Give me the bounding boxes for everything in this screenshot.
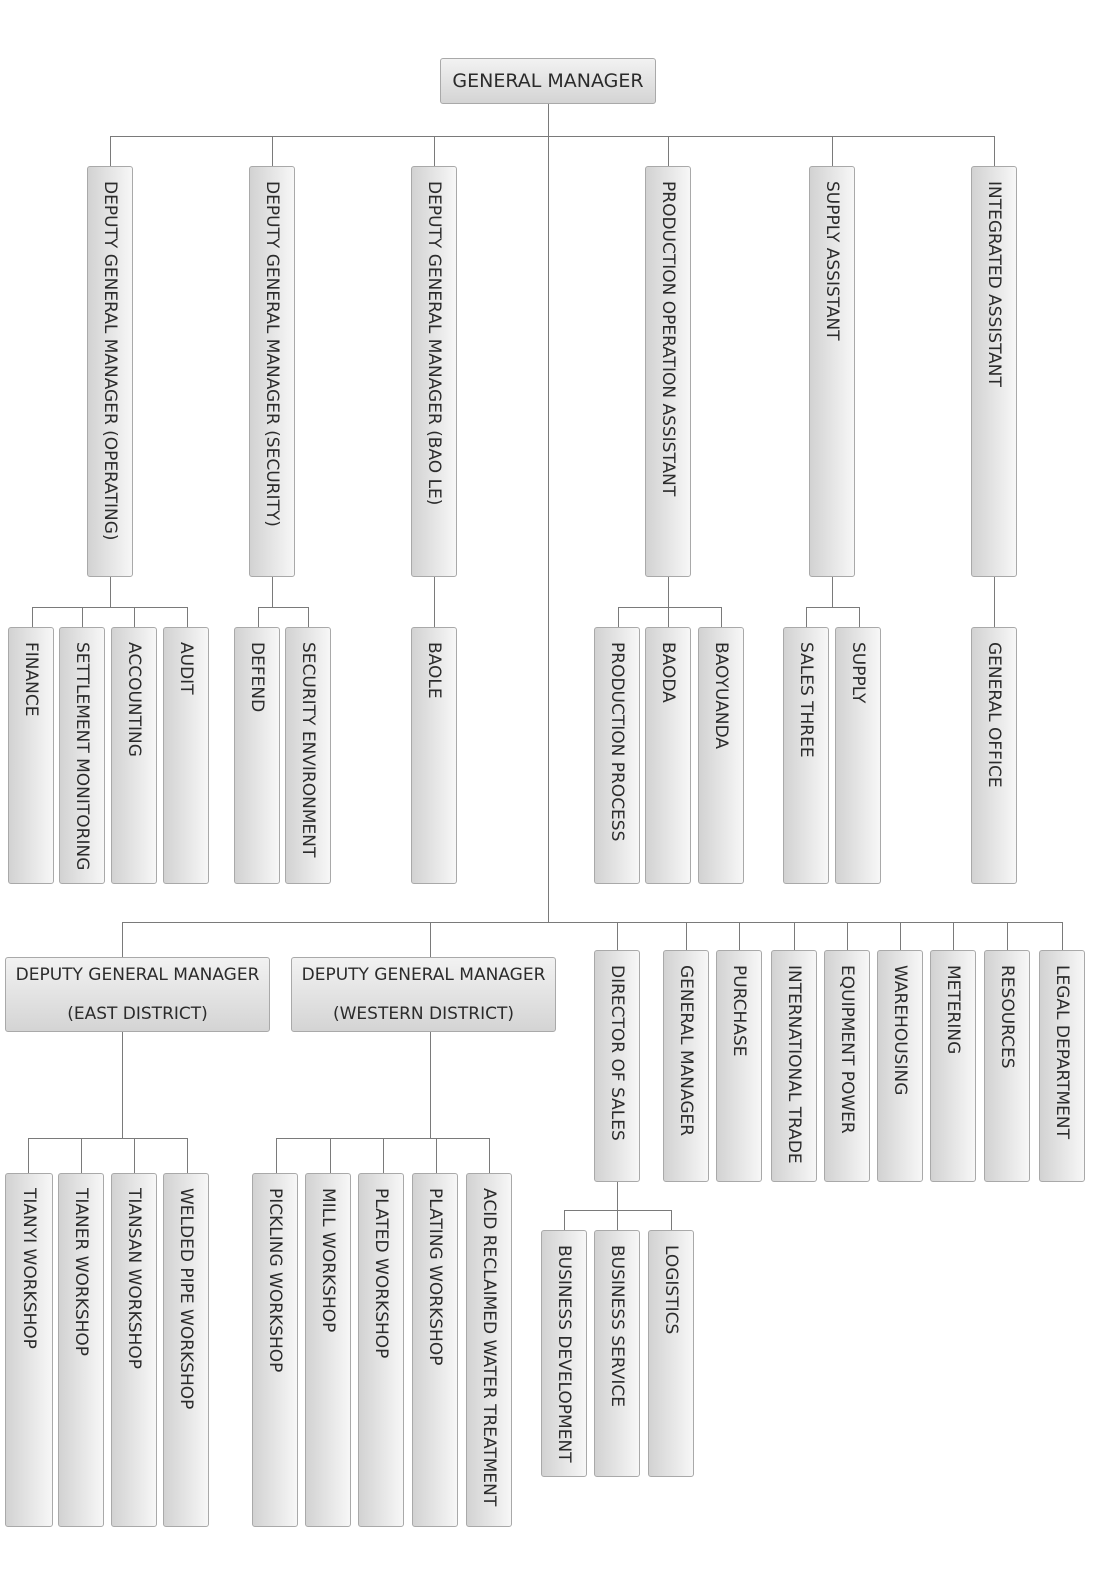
defend-node: DEFEND <box>234 627 280 884</box>
connector-line <box>308 607 309 627</box>
connector-line <box>383 1138 384 1173</box>
connector-line <box>1007 922 1008 950</box>
connector-line <box>134 1138 135 1173</box>
business-service-node: BUSINESS SERVICE <box>594 1230 640 1477</box>
western-district-title-line1: DEPUTY GENERAL MANAGER <box>301 964 546 985</box>
connector-line <box>994 576 995 627</box>
dept-resources-node: RESOURCES <box>984 950 1030 1182</box>
connector-line <box>187 607 188 627</box>
integrated-assistant-node: INTEGRATED ASSISTANT <box>971 166 1017 577</box>
security-environment-node: SECURITY ENVIRONMENT <box>285 627 331 884</box>
connector-line <box>122 1031 123 1139</box>
deputy-gm-east-district-node <box>5 957 270 1032</box>
supply-node: SUPPLY <box>835 627 881 884</box>
connector-line <box>122 922 1063 923</box>
deputy-gm-security-node: DEPUTY GENERAL MANAGER (SECURITY) <box>249 166 295 577</box>
deputy-gm-bao-le-node: DEPUTY GENERAL MANAGER (BAO LE) <box>411 166 457 577</box>
connector-line <box>671 1210 672 1230</box>
connector-line <box>806 607 807 627</box>
audit-node: AUDIT <box>163 627 209 884</box>
general-manager-root-node: GENERAL MANAGER <box>440 58 656 104</box>
connector-line <box>832 576 833 608</box>
connector-line <box>668 576 669 627</box>
acid-reclaimed-water-treatment-node: ACID RECLAIMED WATER TREATMENT <box>466 1173 512 1527</box>
connector-line <box>617 922 618 950</box>
connector-line <box>618 607 722 608</box>
baoyuanda-node: BAOYUANDA <box>698 627 744 884</box>
supply-assistant-node: SUPPLY ASSISTANT <box>809 166 855 577</box>
dept-metering-node: METERING <box>930 950 976 1182</box>
plating-workshop-node: PLATING WORKSHOP <box>412 1173 458 1527</box>
connector-line <box>564 1210 565 1230</box>
east-district-title-line2: (EAST DISTRICT) <box>67 1003 208 1024</box>
pickling-workshop-node: PICKLING WORKSHOP <box>252 1173 298 1527</box>
connector-line <box>832 136 833 166</box>
connector-line <box>276 1138 277 1173</box>
connector-line <box>794 922 795 950</box>
tiansan-workshop-node: TIANSAN WORKSHOP <box>111 1173 157 1527</box>
connector-line <box>82 607 83 627</box>
connector-line <box>110 576 111 608</box>
director-of-sales-node: DIRECTOR OF SALES <box>594 950 640 1182</box>
connector-line <box>686 922 687 950</box>
connector-line <box>187 1138 188 1173</box>
dept-legal-department-node: LEGAL DEPARTMENT <box>1039 950 1085 1182</box>
connector-line <box>258 607 259 627</box>
logistics-node: LOGISTICS <box>648 1230 694 1477</box>
connector-line <box>258 607 309 608</box>
connector-line <box>489 1138 490 1173</box>
dept-international-trade-node: INTERNATIONAL TRADE <box>771 950 817 1182</box>
connector-line <box>739 922 740 950</box>
connector-line <box>900 922 901 950</box>
dept-purchase-node: PURCHASE <box>716 950 762 1182</box>
connector-line <box>618 607 619 627</box>
dept-warehousing-node: WAREHOUSING <box>877 950 923 1182</box>
business-development-node: BUSINESS DEVELOPMENT <box>541 1230 587 1477</box>
connector-line <box>430 1031 431 1139</box>
connector-line <box>122 922 123 957</box>
plated-workshop-node: PLATED WORKSHOP <box>358 1173 404 1527</box>
connector-line <box>81 1138 82 1173</box>
connector-line <box>134 607 135 627</box>
accounting-node: ACCOUNTING <box>111 627 157 884</box>
connector-line <box>32 607 33 627</box>
connector-line <box>548 104 549 923</box>
connector-line <box>994 136 995 166</box>
connector-line <box>434 136 435 166</box>
connector-line <box>617 1181 618 1230</box>
connector-line <box>434 576 435 627</box>
deputy-gm-operating-node: DEPUTY GENERAL MANAGER (OPERATING) <box>87 166 133 577</box>
connector-line <box>564 1210 672 1211</box>
connector-line <box>28 1138 188 1139</box>
connector-line <box>32 607 188 608</box>
sales-three-node: SALES THREE <box>783 627 829 884</box>
dept-equipment-power-node: EQUIPMENT POWER <box>824 950 870 1182</box>
tianyi-workshop-node: TIANYI WORKSHOP <box>5 1173 53 1527</box>
baoda-node: BAODA <box>645 627 691 884</box>
connector-line <box>272 136 273 166</box>
connector-line <box>28 1138 29 1173</box>
connector-line <box>272 576 273 608</box>
production-operation-assistant-node: PRODUCTION OPERATION ASSISTANT <box>645 166 691 577</box>
connector-line <box>668 136 669 166</box>
connector-line <box>110 136 995 137</box>
connector-line <box>330 1138 331 1173</box>
east-district-title-line1: DEPUTY GENERAL MANAGER <box>15 964 260 985</box>
connector-line <box>110 136 111 166</box>
connector-line <box>1062 922 1063 950</box>
production-process-node: PRODUCTION PROCESS <box>594 627 640 884</box>
settlement-monitoring-node: SETTLEMENT MONITORING <box>59 627 105 884</box>
mill-workshop-node: MILL WORKSHOP <box>305 1173 351 1527</box>
general-office-node: GENERAL OFFICE <box>971 627 1017 884</box>
western-district-title-line2: (WESTERN DISTRICT) <box>332 1003 515 1024</box>
welded-pipe-workshop-node: WELDED PIPE WORKSHOP <box>163 1173 209 1527</box>
deputy-gm-western-district-node <box>291 957 556 1032</box>
finance-node: FINANCE <box>8 627 54 884</box>
connector-line <box>436 1138 437 1173</box>
connector-line <box>847 922 848 950</box>
connector-line <box>806 607 860 608</box>
connector-line <box>859 607 860 627</box>
connector-line <box>953 922 954 950</box>
connector-line <box>721 607 722 627</box>
connector-line <box>430 922 431 957</box>
baole-node: BAOLE <box>411 627 457 884</box>
dept-general-manager-node: GENERAL MANAGER <box>663 950 709 1182</box>
tianer-workshop-node: TIANER WORKSHOP <box>58 1173 104 1527</box>
